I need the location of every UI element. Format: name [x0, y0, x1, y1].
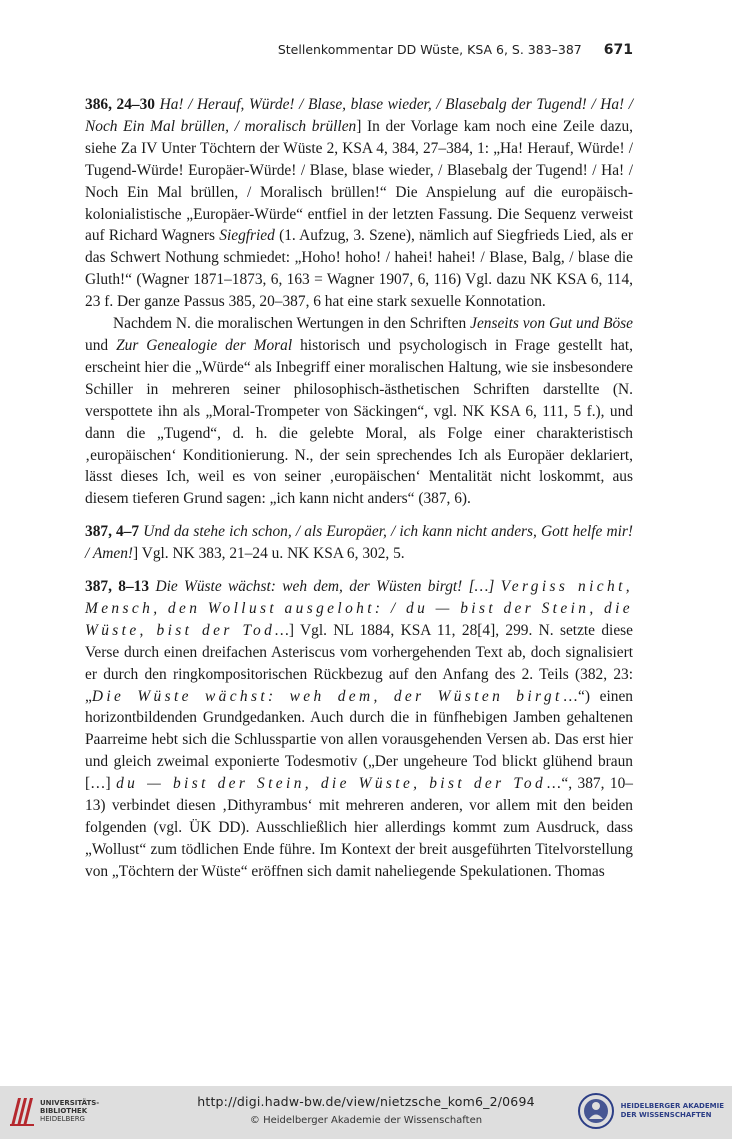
commentary-text: …“) einen horizontbildenden Grundgedanken. Auch durch die in fünfhebigen Jamben gehaltenen Paarreime hebt sich die Schlusspartie von allen vorausgehenden Versen ab. Das erst hier und gleich zweimal exponierte Todesmotiv („Der ungeheure Tod blickt glühend braun […]	[85, 687, 634, 793]
copyright-notice: © Heidelberger Akademie der Wissenschaften	[249, 1115, 483, 1126]
digitization-footer	[0, 1086, 732, 1139]
permalink-url[interactable]: http://digi.hadw-bw.de/view/nietzsche_kom6_2/0694	[197, 1094, 535, 1109]
lemma-text: Und da stehe ich schon, / als Europäer, / ich kann nicht anders, Gott helfe mir! / Amen!	[85, 523, 633, 563]
ub-line: HEIDELBERG	[40, 1115, 85, 1123]
lemma-text: …	[275, 621, 289, 639]
commentary-entry-386-24	[85, 94, 633, 313]
commentary-text: historisch und psychologisch in Frage gestellt hat, erscheint hier die „Würde“ als Inbegriff einer moralischen Haltung, wie sie insbesondere Schiller in mehreren seiner philosophisch-ästhetischen Schriften darstellte (N. verspottete ihn als „Moral-Trompeter von Säckingen“, vgl. NK KSA 6, 111, 5 f.), und dann die „Tugend“, d. h. die gelebte Moral, als Folge einer charakteristisch ‚europäischen‘ Konditionierung. N., der sein sprechendes Ich als Europäer deklariert, lässt dieses Ich, weil es von seiner ‚europäischen‘ Mentalität nicht loskommt, aus diesem tieferen Grund sagen: „ich kann nicht anders“ (387, 6).	[85, 336, 633, 508]
hadw-logo[interactable]	[577, 1092, 724, 1130]
commentary-body	[85, 94, 633, 883]
line-reference: 387, 8–13	[85, 578, 150, 596]
commentary-text: ] Vgl. NK 383, 21–24 u. NK KSA 6, 302, 5.	[133, 545, 405, 563]
ub-line: BIBLIOTHEK	[40, 1107, 88, 1115]
commentary-text: (1. Aufzug, 3. Szene), nämlich auf Siegfrieds Lied, als er das Schwert Nothung schmiedet: „Hoho! hoho! / hahei! hahei! / Blase, Balg, / blase die Gluth!“ (Wagner 1871–1873, 6, 163 = Wagner 1907, 6, 116) Vgl. dazu NK KSA 6, 114, 23 f. Der ganze Passus 385, 20–387, 6 hat eine stark sexuelle Konnotation.	[85, 227, 633, 311]
lemma-text: Die Wüste wächst: weh dem, der Wüsten birgt! […]	[155, 578, 501, 596]
commentary-text: ] In der Vorlage kam noch eine Zeile dazu, siehe Za IV Unter Töchtern der Wüste 2, KSA 4, 384, 27–384, 1: „Ha! Herauf, Würde! / Tugend-Würde! Europäer-Würde! / Blase, blase wieder, / Blasebalg der Tugend! / Ha! / Noch Ein Mal brüllen, / Moralisch brüllen!“ Die Anspielung auf die europäisch-kolonialistische „Europäer-Würde“ entfiel in der letzten Fassung. Die Sequenz verweist auf Richard Wagners	[85, 117, 634, 245]
commentary-text: Nachdem N. die moralischen Wertungen in den Schriften	[113, 315, 471, 333]
commentary-text: und	[85, 336, 117, 354]
ub-line: UNIVERSITÄTS-	[40, 1099, 100, 1107]
commentary-entry-387-4	[85, 521, 633, 565]
spaced-quote: du — bist der Stein, die Wüste, bist der Tod	[116, 775, 547, 793]
spaced-quote: Die Wüste wächst: weh dem, der Wüsten birgt	[91, 687, 563, 705]
hadw-logo-text	[621, 1102, 724, 1120]
lemma-text: Ha! / Herauf, Würde! / Blase, blase wieder, / Blasebalg der Tugend! / Ha! / Noch Ein Mal brüllen, / moralisch brüllen	[85, 96, 633, 135]
commentary-entry-387-8	[85, 576, 633, 883]
line-reference: 386, 24–30	[85, 96, 155, 113]
work-title: Zur Genealogie der Moral	[116, 336, 293, 354]
commentary-text: ] Vgl. NL 1884, KSA 11, 28[4], 299. N. setzte diese Verse durch einen dreifachen Asteriscus vom vorhergehenden Text ab, doch signalisiert er durch den ringkompositorischen Rückbezug auf den Anfang des 2. Teils (382, 23: „	[85, 621, 633, 705]
running-title: Stellenkommentar DD Wüste, KSA 6, S. 383–387	[277, 42, 582, 57]
academy-seal-icon	[577, 1092, 615, 1130]
hadw-line: DER WISSENSCHAFTEN	[620, 1111, 712, 1119]
page-number: 671	[603, 42, 633, 58]
line-reference: 387, 4–7	[85, 523, 140, 541]
running-header	[85, 42, 633, 58]
commentary-paragraph	[85, 313, 633, 510]
work-title: Jenseits von Gut und Böse	[470, 315, 634, 333]
hadw-line: HEIDELBERGER AKADEMIE	[620, 1102, 724, 1110]
work-title: Siegfried	[219, 227, 275, 245]
commentary-text: …“, 387, 10–13) verbindet diesen ‚Dithyrambus‘ mit mehreren anderen, vor allem mit den beiden folgenden (vgl. ÜK DD). Ausschließlich hier allerdings kommt zum Ausdruck, dass „Wollust“ zum tödlichen Ende führe. Im Kontext der breit ausgeführten Titelvorstellung von „Töchtern der Wüste“ eröffnen sich damit naheliegende Spekulationen. Thomas	[85, 775, 633, 880]
spaced-lemma-text: Vergiss nicht, Mensch, den Wollust ausgeloht: / du — bist der Stein, die Wüste, bist der Tod	[85, 578, 633, 639]
